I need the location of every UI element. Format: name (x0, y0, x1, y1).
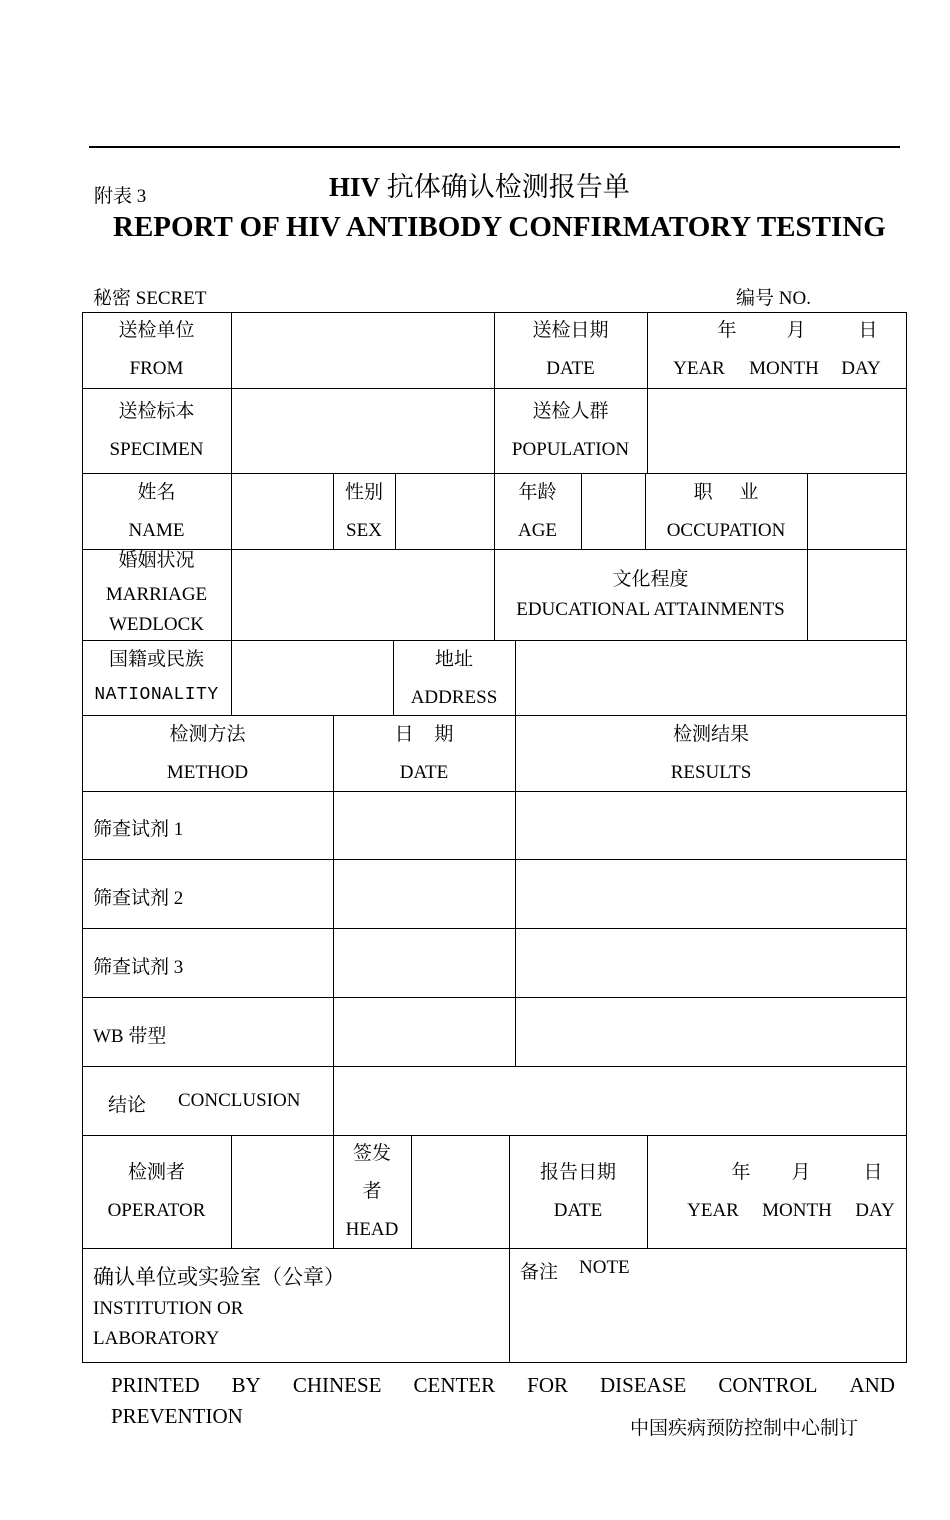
address-label-en: ADDRESS (410, 687, 498, 708)
month-en: MONTH (749, 358, 819, 379)
printed-by-word: PRINTED (111, 1373, 200, 1397)
specimen-label-cn: 送检标本 (118, 401, 195, 422)
report-month-en: MONTH (762, 1200, 832, 1221)
nationality-label-en: NATIONALITY (94, 685, 219, 705)
row-line (82, 928, 907, 929)
col-line (647, 1135, 648, 1248)
from-label-en: FROM (129, 358, 184, 379)
screening-reagent-1-label: 筛查试剂 1 (93, 819, 184, 840)
col-line (231, 312, 232, 473)
printed-by-word: CHINESE (292, 1373, 382, 1397)
screening-reagent-2-label: 筛查试剂 2 (93, 888, 184, 909)
printed-by-cn: 中国疾病预防控制中心制订 (630, 1418, 859, 1439)
month-cn: 月 (786, 320, 806, 341)
operator-label-en: OPERATOR (107, 1200, 206, 1221)
operator-label-cn: 检测者 (127, 1162, 185, 1183)
note-label-en: NOTE (579, 1257, 630, 1278)
results-label-cn: 检测结果 (672, 724, 749, 745)
sex-label-cn: 性别 (344, 482, 383, 503)
row-line (82, 997, 907, 998)
printed-by-word: CENTER (413, 1373, 496, 1397)
nationality-label-cn: 国籍或民族 (108, 649, 204, 670)
col-line (231, 640, 232, 715)
institution-label-cn: 确认单位或实验室（公章） (93, 1265, 345, 1289)
col-line (395, 473, 396, 549)
title-en: REPORT OF HIV ANTIBODY CONFIRMATORY TESTING (113, 211, 886, 243)
head-label-cn-2: 者 (362, 1181, 382, 1202)
report-date-label-cn: 报告日期 (539, 1162, 616, 1183)
printed-by-word: AND (849, 1373, 895, 1397)
printed-by-word: CONTROL (718, 1373, 818, 1397)
report-day-en: DAY (855, 1200, 895, 1221)
date-label-cn: 送检日期 (532, 320, 609, 341)
attachment-label: 附表 3 (94, 186, 147, 207)
name-label-en: NAME (128, 520, 185, 541)
printed-by-line-2: PREVENTION (111, 1404, 243, 1428)
printed-by-word: FOR (527, 1373, 568, 1397)
header-rule (89, 146, 900, 148)
age-label-en: AGE (517, 520, 558, 541)
col-line (515, 640, 516, 715)
population-label-cn: 送检人群 (532, 401, 609, 422)
col-line (807, 473, 808, 549)
report-month-cn: 月 (791, 1162, 811, 1183)
note-label-cn: 备注 (520, 1262, 559, 1283)
row-line (82, 1248, 907, 1249)
test-date-label-cn: 日 期 (394, 724, 454, 745)
report-year-en: YEAR (687, 1200, 739, 1221)
conclusion-label-en: CONCLUSION (178, 1090, 301, 1111)
col-line (581, 473, 582, 549)
sex-label-en: SEX (346, 520, 382, 541)
education-label-en: EDUCATIONAL ATTAINMENTS (516, 599, 785, 620)
col-line (509, 1248, 510, 1363)
col-line (807, 549, 808, 640)
institution-label-en-1: INSTITUTION OR (93, 1298, 244, 1319)
col-line (231, 473, 232, 549)
date-label-en: DATE (546, 358, 595, 379)
from-label-cn: 送检单位 (118, 320, 195, 341)
day-en: DAY (841, 358, 881, 379)
day-cn: 日 (858, 320, 878, 341)
col-line (647, 312, 648, 473)
col-line (231, 1135, 232, 1248)
col-line (231, 549, 232, 640)
row-line (82, 859, 907, 860)
report-date-label-en: DATE (553, 1200, 603, 1221)
marriage-label-en: MARRIAGE (105, 584, 208, 605)
specimen-label-en: SPECIMEN (109, 439, 204, 460)
institution-label-en-2: LABORATORY (93, 1328, 220, 1349)
printed-by-line-1 (111, 1373, 895, 1398)
report-day-cn: 日 (863, 1162, 883, 1183)
conclusion-label-cn: 结论 (108, 1095, 147, 1116)
year-cn: 年 (717, 320, 737, 341)
wb-band-label: WB 带型 (93, 1026, 167, 1047)
method-label-cn: 检测方法 (169, 724, 246, 745)
age-label-cn: 年龄 (518, 482, 557, 503)
year-en: YEAR (673, 358, 725, 379)
address-label-cn: 地址 (434, 649, 473, 670)
printed-by-word: BY (231, 1373, 261, 1397)
head-label-en: HEAD (345, 1219, 399, 1240)
screening-reagent-3-label: 筛查试剂 3 (93, 957, 184, 978)
secret-label: 秘密 SECRET (93, 288, 207, 309)
occupation-label-cn: 职 业 (693, 482, 759, 503)
report-year-cn: 年 (731, 1162, 751, 1183)
title-cn-text: 抗体确认检测报告单 (386, 172, 630, 202)
number-label: 编号 NO. (736, 288, 811, 309)
printed-by-word: DISEASE (599, 1373, 687, 1397)
title-cn (329, 165, 630, 204)
test-date-label-en: DATE (399, 762, 449, 783)
education-label-cn: 文化程度 (612, 569, 689, 590)
head-label-cn-1: 签发 (352, 1143, 391, 1164)
col-line (411, 1135, 412, 1248)
population-label-en: POPULATION (511, 439, 630, 460)
marriage-label-cn: 婚姻状况 (118, 550, 195, 571)
row-line (82, 1066, 907, 1067)
wedlock-label-en: WEDLOCK (109, 614, 204, 635)
results-label-en: RESULTS (670, 762, 752, 783)
title-cn-prefix: HIV (329, 172, 381, 202)
row-line (82, 1135, 907, 1136)
method-label-en: METHOD (166, 762, 249, 783)
name-label-cn: 姓名 (137, 482, 176, 503)
occupation-label-en: OCCUPATION (666, 520, 786, 541)
